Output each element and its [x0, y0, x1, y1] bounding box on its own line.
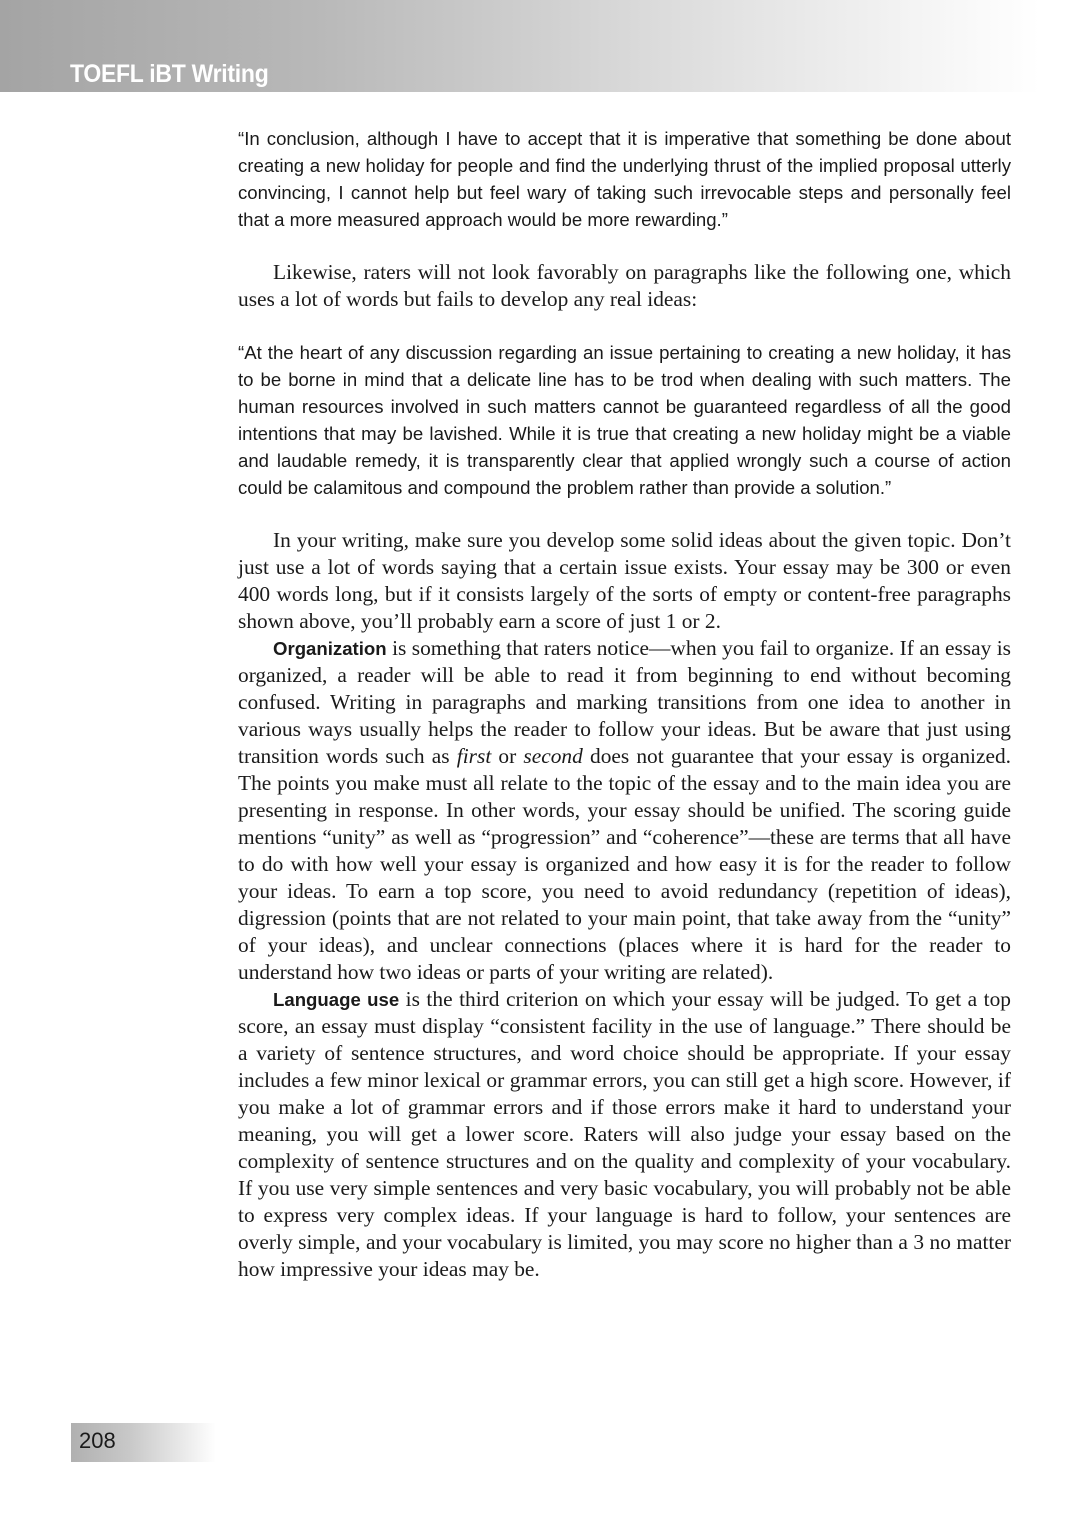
organization-paragraph: [238, 635, 1011, 986]
conclusion-example-quote: “In conclusion, although I have to accept that it is imperative that something be done about creating a new holiday for people and find the underlying thrust of the implied proposal utterly convincing, I cannot help but feel wary of taking such irrevocable steps and personally feel that a more measured approach would be more rewarding.”: [238, 128, 1011, 230]
organization-lead: Organization: [273, 638, 387, 659]
organization-text-2: or: [491, 744, 524, 768]
likewise-paragraph: Likewise, raters will not look favorably on paragraphs like the following one, which uses a lot of words but fails to develop any real ideas:: [238, 260, 1011, 311]
language-use-lead: Language use: [273, 989, 400, 1010]
organization-em-first: first: [456, 744, 492, 768]
organization-text-3: does not guarantee that your essay is organized. The points you make must all relate to the topic of the essay and to the main idea you are presenting in response. In other words, your essay should be unified. The scoring guide mentions “unity” as well as “progression” and “coherence”—these are terms that all have to do with how well your essay is organized and how easy it is for the reader to follow your ideas. To earn a top score, you need to avoid redundancy (repetition of ideas), digression (points that are not related to your main point, that take away from the “unity” of your ideas), and unclear connections (places where it is hard for the reader to understand how two ideas or parts of your writing are related).: [238, 744, 1011, 984]
running-head: TOEFL iBT Writing: [70, 60, 269, 88]
develop-ideas-paragraph: In your writing, make sure you develop some solid ideas about the given topic. Don’t just use a lot of words saying that a certain issue exists. Your essay may be 300 or even 400 words long, but if it consists largely of the sorts of empty or content-free paragraphs shown above, you’ll probably earn a score of just 1 or 2.: [238, 528, 1011, 633]
wordy-example-quote: “At the heart of any discussion regarding an issue pertaining to creating a new holiday, it has to be borne in mind that a delicate line has to be trod when dealing with such matters. The human resources involved in such matters cannot be guaranteed regardless of all the good intentions that may be lavished. While it is true that creating a new holiday might be a viable and laudable remedy, it is transparently clear that applied wrongly such a course of action could be calamitous and compound the problem rather than provide a solution.”: [238, 342, 1011, 498]
language-use-text: is the third criterion on which your essay will be judged. To get a top score, an essay must display “consistent facility in the use of language.” There should be a variety of sentence structures, and word choice should be appropriate. If your essay includes a few minor lexical or grammar errors, you can still get a high score. However, if you make a lot of grammar errors and if those errors make it hard to understand your meaning, you will get a lower score. Raters will also judge your essay based on the complexity of sentence structures and on the quality and complexity of your vocabulary. If you use very simple sentences and very basic vocabulary, you will probably not be able to express very complex ideas. If your language is hard to follow, your sentences are overly simple, and your vocabulary is limited, you may score no higher than a 3 no matter how impressive your ideas may be.: [238, 987, 1011, 1281]
organization-text-1: is something that raters notice—when you fail to organize. If an essay is organized, a reader will be able to read it from beginning to end without becoming confused. Writing in paragraphs and marking transitions from one idea to another in various ways usually helps the reader to follow your ideas. But be aware that just using transition words such as: [238, 636, 1011, 768]
page-content: [238, 125, 1011, 1283]
organization-em-second: second: [523, 744, 583, 768]
language-use-paragraph: [238, 986, 1011, 1283]
page-number: 208: [79, 1428, 116, 1453]
